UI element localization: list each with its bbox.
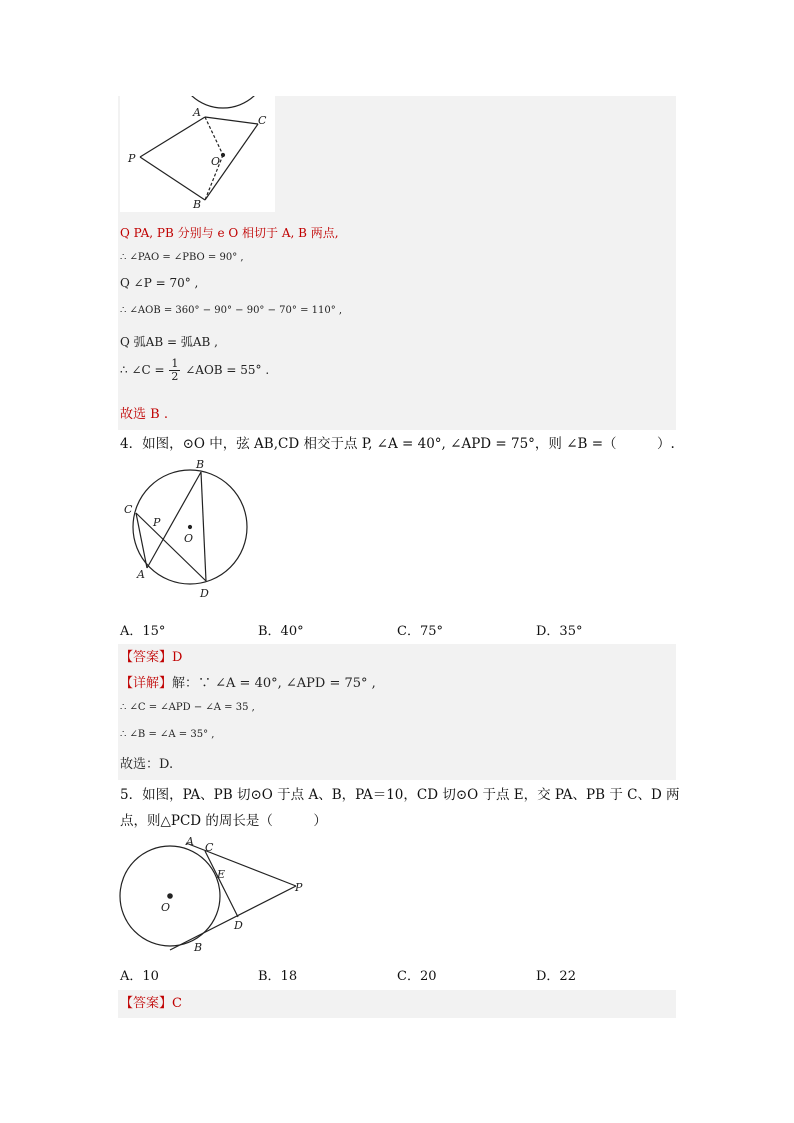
q4-detail-label: 【详解】 bbox=[120, 676, 173, 691]
sol3-line2: ∴ ∠PAO = ∠PBO = 90° , bbox=[120, 252, 244, 263]
fig5-label-A: A bbox=[186, 835, 194, 848]
q4-step2: ∴ ∠B = ∠A = 35° , bbox=[120, 729, 215, 740]
frac-denominator: 2 bbox=[171, 370, 179, 383]
q5-choice-a[interactable]: A．10 bbox=[120, 969, 159, 984]
sol3-line6-post: ∠AOB = 55° . bbox=[185, 363, 270, 377]
figure-q3-svg bbox=[120, 96, 275, 212]
q4-answer-text: 【答案】D bbox=[120, 650, 183, 665]
frac-numerator: 1 bbox=[171, 357, 179, 370]
q4-choice-a[interactable]: A．15° bbox=[120, 624, 166, 639]
fig4-label-D: D bbox=[200, 587, 209, 600]
sol3-fraction bbox=[169, 358, 180, 383]
q4-detail bbox=[120, 672, 376, 691]
q4-choice-d[interactable]: D．35° bbox=[536, 624, 583, 639]
fig3-label-C: C bbox=[258, 114, 267, 127]
q5-answer: 【答案】C bbox=[120, 996, 182, 1011]
fig5-label-C: C bbox=[205, 841, 214, 854]
q4-detail-text: 解：∵ ∠A = 40°, ∠APD = 75° , bbox=[172, 676, 376, 691]
fig4-label-A: A bbox=[137, 568, 145, 581]
fig5-label-D: D bbox=[234, 919, 243, 932]
q4-text: 4．如图，⊙O 中，弦 AB,CD 相交于点 P, ∠A = 40°, ∠APD = 75°，则 ∠B =（ ）. bbox=[120, 436, 675, 452]
figure-q5 bbox=[118, 832, 308, 956]
q5-line2: 点，则△PCD 的周长是（ ） bbox=[120, 813, 327, 829]
answer-block-q5 bbox=[118, 990, 676, 1018]
fig5-label-B: B bbox=[194, 941, 203, 954]
sol3-line5: Q 弧AB = 弧AB , bbox=[120, 335, 218, 349]
fig4-label-O: O bbox=[184, 532, 194, 545]
figure-q4 bbox=[120, 455, 255, 603]
q4-choice-b[interactable]: B．40° bbox=[258, 624, 304, 639]
sol3-line6-pre: ∴ ∠C = bbox=[120, 363, 165, 377]
fig5-label-P: P bbox=[295, 881, 303, 894]
fig4-label-P: P bbox=[153, 516, 161, 529]
fig3-label-B: B bbox=[193, 198, 202, 211]
fig3-label-P: P bbox=[128, 152, 136, 165]
q4-choice-c[interactable]: C．75° bbox=[397, 624, 443, 639]
fig5-label-O: O bbox=[161, 901, 171, 914]
figure-q5-svg bbox=[118, 832, 308, 956]
q5-choice-c[interactable]: C．20 bbox=[397, 969, 437, 984]
sol3-line3: Q ∠P = 70° , bbox=[120, 276, 199, 290]
q5-choice-b[interactable]: B．18 bbox=[258, 969, 298, 984]
q4-conclusion: 故选：D. bbox=[120, 757, 174, 772]
sol3-line1: Q PA, PB 分别与 e O 相切于 A, B 两点, bbox=[120, 226, 339, 240]
q4-answer bbox=[120, 646, 182, 665]
fig5-label-E: E bbox=[217, 868, 226, 881]
fig4-label-B: B bbox=[196, 458, 205, 471]
sol3-line6 bbox=[120, 358, 269, 383]
fig3-label-A: A bbox=[193, 106, 201, 119]
q5-choice-d[interactable]: D．22 bbox=[536, 969, 576, 984]
fig3-label-O: O bbox=[211, 155, 221, 168]
sol3-conclusion: 故选 B . bbox=[120, 407, 168, 422]
fig4-label-C: C bbox=[124, 503, 133, 516]
q4-step1: ∴ ∠C = ∠APD − ∠A = 35 , bbox=[120, 702, 255, 713]
figure-q3 bbox=[120, 96, 275, 212]
sol3-line4: ∴ ∠AOB = 360° − 90° − 90° − 70° = 110° , bbox=[120, 305, 343, 316]
figure-q4-svg bbox=[120, 455, 255, 603]
q5-line1: 5．如图，PA、PB 切⊙O 于点 A、B，PA＝10，CD 切⊙O 于点 E，交 PA、PB 于 C、D 两 bbox=[120, 787, 680, 803]
